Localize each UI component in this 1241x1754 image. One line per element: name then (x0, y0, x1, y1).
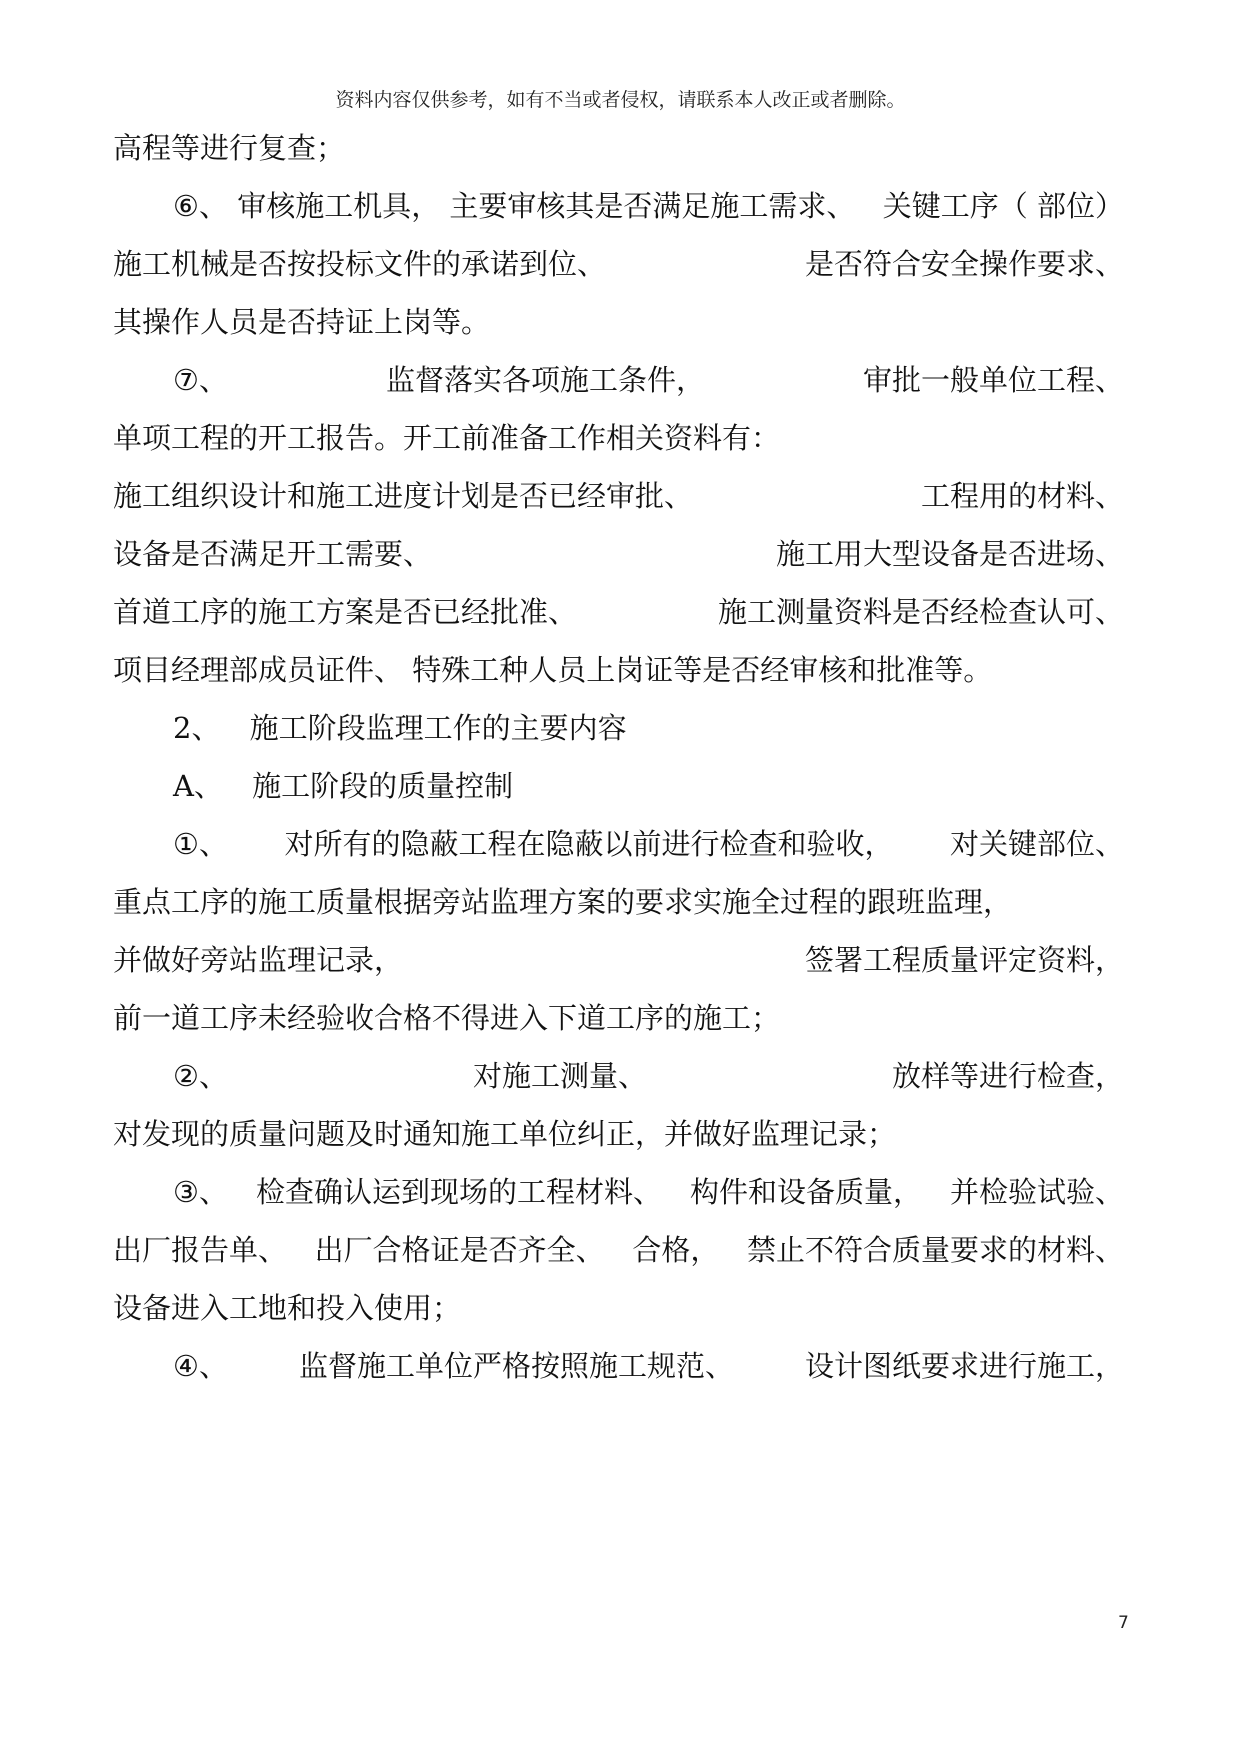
text-segment: 是否符合安全操作要求、 (804, 247, 1124, 281)
text-segment: 出厂合格证是否齐全、 (314, 1233, 605, 1267)
text-segment: 审批一般单位工程、 (862, 363, 1124, 397)
text-segment: ④、 (173, 1349, 228, 1383)
text-segment: 施工用大型设备是否进场、 (775, 537, 1124, 571)
text-segment: 对施工测量、 (472, 1059, 647, 1093)
text-segment: 合格， (632, 1233, 720, 1267)
text-segment: 关键工序（ 部位） (882, 189, 1124, 223)
section-title: 施工阶段监理工作的主要内容 (249, 711, 627, 745)
subsection-heading (173, 766, 513, 806)
text-segment: 监督落实各项施工条件， (385, 363, 705, 397)
text-line: 前一道工序未经验收合格不得进入下道工序的施工； (113, 1001, 781, 1035)
text-line (173, 186, 1124, 226)
subsection-number: A、 (173, 769, 223, 803)
text-segment: 放样等进行检查， (891, 1059, 1124, 1093)
text-segment: 施工组织设计和施工进度计划是否已经审批、 (113, 479, 694, 513)
section-number: 2、 (173, 711, 221, 745)
text-segment: 工程用的材料、 (920, 479, 1124, 513)
text-line (113, 592, 1124, 632)
section-heading (173, 708, 627, 748)
text-line (113, 476, 1124, 516)
text-segment: 施工机械是否按投标文件的承诺到位、 (113, 247, 607, 281)
text-segment: 检查确认运到现场的工程材料、 (255, 1175, 662, 1209)
text-segment: 禁止不符合质量要求的材料、 (746, 1233, 1124, 1267)
subsection-title: 施工阶段的质量控制 (252, 769, 514, 803)
text-line (113, 244, 1124, 284)
text-segment: 对所有的隐蔽工程在隐蔽以前进行检查和验收， (284, 827, 894, 861)
text-line (113, 534, 1124, 574)
text-segment: 出厂报告单、 (113, 1233, 288, 1267)
text-line (173, 360, 1124, 400)
text-line (173, 1056, 1124, 1096)
text-line (173, 1172, 1124, 1212)
text-segment: 构件和设备质量， (689, 1175, 922, 1209)
text-segment: 并做好旁站监理记录， (113, 943, 404, 977)
text-segment: 设计图纸要求进行施工， (804, 1349, 1124, 1383)
text-line: 项目经理部成员证件、 特殊工种人员上岗证等是否经审核和批准等。 (113, 653, 993, 687)
text-segment: 并检验试验、 (949, 1175, 1124, 1209)
text-segment: 施工测量资料是否经检查认可、 (717, 595, 1124, 629)
text-line (173, 1346, 1124, 1386)
text-line: 重点工序的施工质量根据旁站监理方案的要求实施全过程的跟班监理， (113, 885, 1013, 919)
text-segment: 监督施工单位严格按照施工规范、 (298, 1349, 734, 1383)
text-line (173, 824, 1124, 864)
text-segment: 对关键部位、 (949, 827, 1124, 861)
text-segment: 签署工程质量评定资料， (804, 943, 1124, 977)
text-segment: ③、 (173, 1175, 228, 1209)
text-line: 其操作人员是否持证上岗等。 (113, 305, 491, 339)
text-segment: 设备是否满足开工需要、 (113, 537, 433, 571)
text-line: 高程等进行复查； (113, 131, 346, 165)
text-segment: ①、 (173, 827, 228, 861)
text-line: 设备进入工地和投入使用； (113, 1291, 462, 1325)
disclaimer-header: 资料内容仅供参考，如有不当或者侵权，请联系本人改正或者删除。 (335, 89, 906, 111)
text-line: 对发现的质量问题及时通知施工单位纠正，并做好监理记录； (113, 1117, 897, 1151)
text-segment: ⑥、 审核施工机具， 主要审核其是否满足施工需求、 (173, 189, 856, 223)
text-segment: ②、 (173, 1059, 228, 1093)
text-line (113, 1230, 1124, 1270)
text-line (113, 940, 1124, 980)
text-segment: ⑦、 (173, 363, 228, 397)
page-number: 7 (1118, 1613, 1129, 1633)
text-line: 单项工程的开工报告。开工前准备工作相关资料有： (113, 421, 781, 455)
text-segment: 首道工序的施工方案是否已经批准、 (113, 595, 578, 629)
